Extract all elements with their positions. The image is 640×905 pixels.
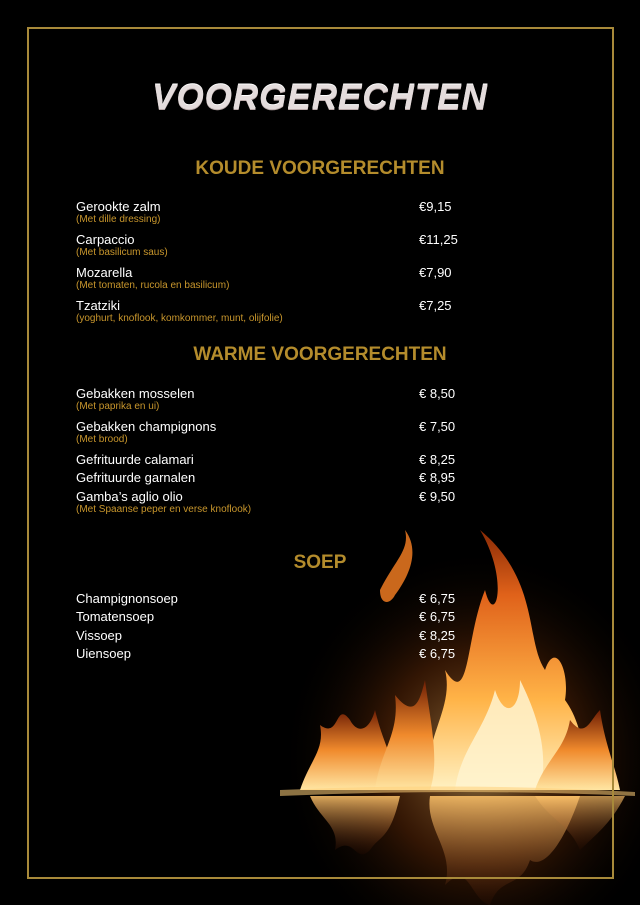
menu-title: VOORGERECHTEN [152, 78, 488, 117]
menu-border-frame [27, 27, 614, 879]
item-name: Gefrituurde calamari [76, 452, 194, 467]
item-price: €7,90 [419, 265, 452, 280]
item-description: (yoghurt, knoflook, komkommer, munt, olijfolie) [76, 313, 283, 324]
item-name: Champignonsoep [76, 591, 178, 606]
item-price: €7,25 [419, 298, 452, 313]
item-price: € 6,75 [419, 646, 456, 661]
item-price: € 9,50 [419, 489, 456, 504]
item-price: € 6,75 [419, 591, 456, 606]
item-description: (Met Spaanse peper en verse knoflook) [76, 504, 252, 515]
section-heading-koude: KOUDE VOORGERECHTEN [195, 158, 445, 179]
item-name: Gerookte zalm [76, 199, 161, 214]
item-name: Gebakken mosselen [76, 386, 195, 401]
item-price: € 6,75 [419, 609, 456, 624]
item-description: (Met tomaten, rucola en basilicum) [76, 280, 230, 291]
item-name: Carpaccio [76, 232, 135, 247]
item-description: (Met brood) [76, 434, 128, 445]
item-name: Gefrituurde garnalen [76, 470, 196, 485]
item-price: € 8,95 [419, 470, 456, 485]
item-name: Gebakken champignons [76, 419, 217, 434]
section-heading-warme: WARME VOORGERECHTEN [193, 344, 447, 365]
item-price: €11,25 [419, 232, 458, 247]
section-heading-soep: SOEP [293, 552, 347, 573]
item-name: Mozarella [76, 265, 133, 280]
item-price: € 7,50 [419, 419, 456, 434]
item-description: (Met dille dressing) [76, 214, 161, 225]
item-price: €9,15 [419, 199, 452, 214]
item-price: € 8,50 [419, 386, 456, 401]
item-description: (Met paprika en ui) [76, 401, 160, 412]
item-name: Uiensoep [76, 646, 131, 661]
item-description: (Met basilicum saus) [76, 247, 168, 258]
item-name: Gamba’s aglio olio [76, 489, 183, 504]
item-name: Vissoep [76, 628, 123, 643]
item-price: € 8,25 [419, 452, 456, 467]
item-name: Tzatziki [76, 298, 121, 313]
item-price: € 8,25 [419, 628, 456, 643]
item-name: Tomatensoep [76, 609, 155, 624]
